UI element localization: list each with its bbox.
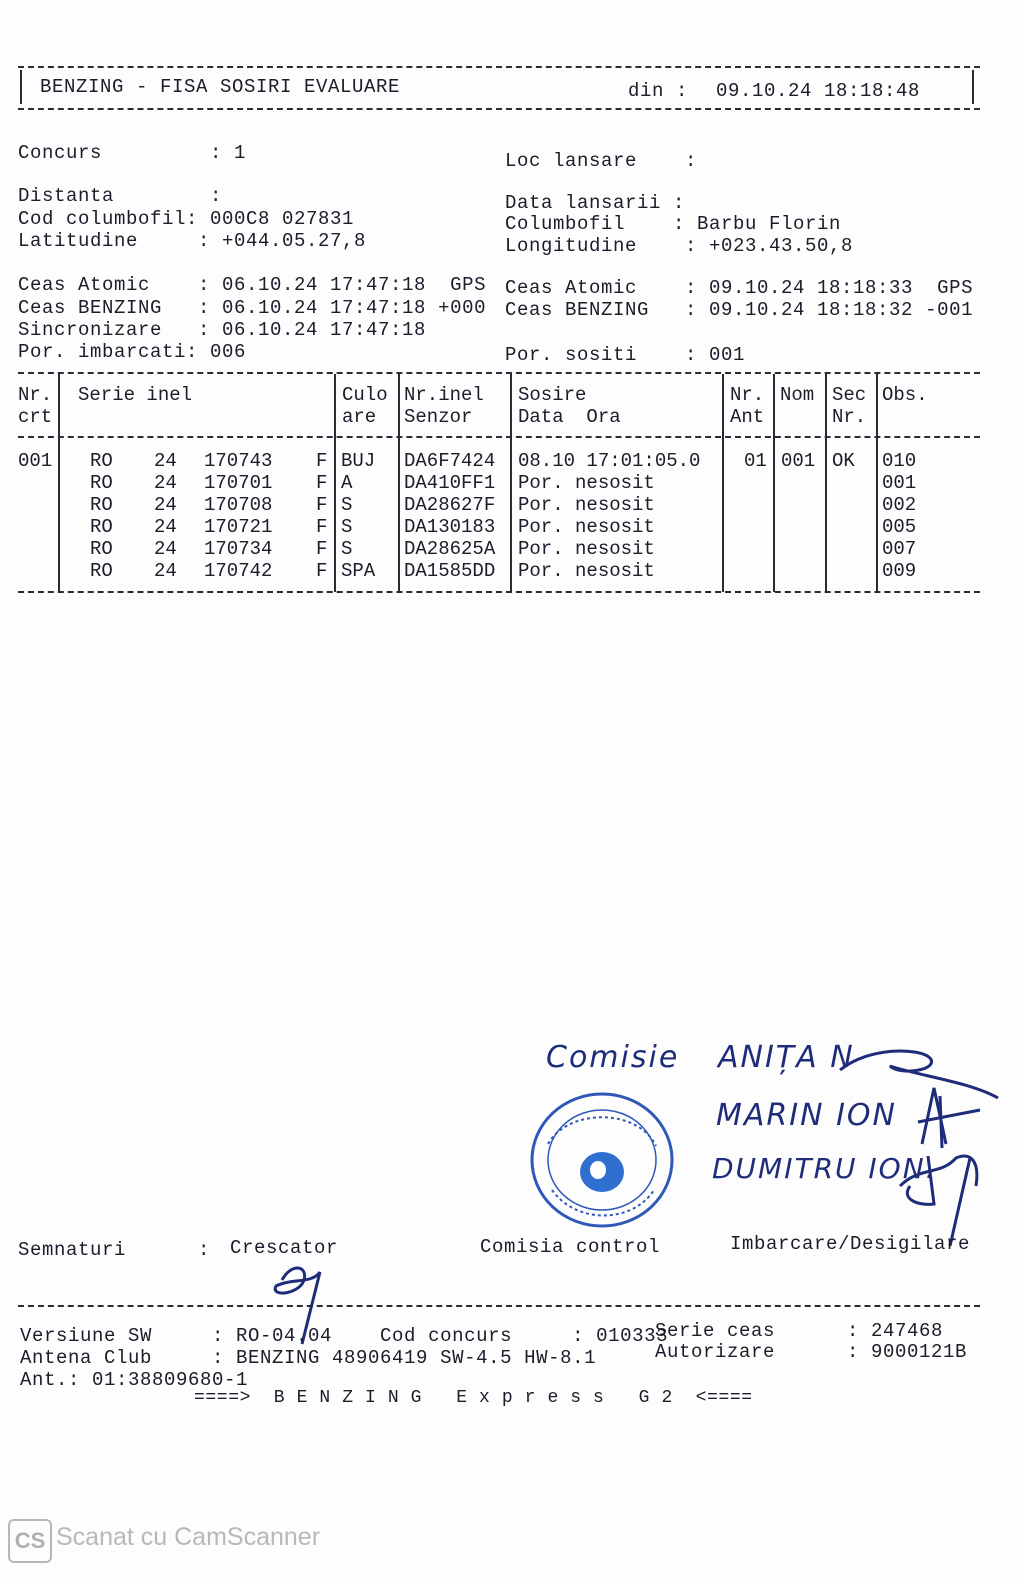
row-3-tara: RO (90, 494, 113, 516)
ceas-benzing-end: Ceas BENZING : 09.10.24 18:18:32 -001 (505, 299, 974, 321)
crescator-label: Crescator (230, 1237, 339, 1259)
report-title: BENZING - FISA SOSIRI EVALUARE (40, 76, 401, 98)
row-5-an: 24 (154, 538, 177, 560)
ceas-atomic-end: Ceas Atomic : 09.10.24 18:18:33 GPS (505, 277, 974, 299)
row-3-obs: 002 (882, 494, 917, 516)
row-1-tara: RO (90, 450, 113, 472)
header-right-bar (972, 70, 974, 104)
row-5-sex: F (316, 538, 328, 560)
row-4-sex: F (316, 516, 328, 538)
table-top-rule (18, 372, 980, 374)
hdr-serie-inel: Serie inel (78, 384, 193, 406)
col-sep-4 (510, 374, 512, 592)
row-6-sosire: Por. nesosit (518, 560, 655, 582)
row-1-sosire: 08.10 17:01:05.0 (518, 450, 701, 472)
hdr-sosire-1: Sosire (518, 384, 587, 406)
hdr-nr-ant-1: Nr. (730, 384, 765, 406)
cod-columbofil-line: Cod columbofil: 000C8 027831 (18, 208, 355, 230)
row-6-tara: RO (90, 560, 113, 582)
handwritten-name-1: ANIȚA N (718, 1040, 855, 1075)
imbarcare-label: Imbarcare/Desigilare (730, 1233, 971, 1255)
ant-line: Ant.: 01:38809680-1 (20, 1369, 249, 1391)
row-6-nr: 170742 (204, 560, 273, 582)
hdr-senzor-1: Nr.inel (404, 384, 484, 406)
antena-line: Antena Club : BENZING 48906419 SW-4.5 HW-8.1 (20, 1347, 597, 1369)
ceas-atomic-start: Ceas Atomic : 06.10.24 17:47:18 GPS (18, 274, 487, 296)
benzing-banner: ====> B E N Z I N G E x p r e s s G 2 <==== (194, 1388, 753, 1408)
row-1-nr: 170743 (204, 450, 273, 472)
row-6-culoare: SPA (341, 560, 376, 582)
row-6-sex: F (316, 560, 328, 582)
row-2-sex: F (316, 472, 328, 494)
handwritten-comisie: Comisie (546, 1040, 680, 1075)
row-5-tara: RO (90, 538, 113, 560)
row-3-senzor: DA28627F (404, 494, 496, 516)
row-3-nr: 170708 (204, 494, 273, 516)
sincronizare-line: Sincronizare : 06.10.24 17:47:18 (18, 319, 427, 341)
row-2-nr: 170701 (204, 472, 273, 494)
row-3-sosire: Por. nesosit (518, 494, 655, 516)
col-sep-7 (825, 374, 827, 592)
din-label: din : (628, 80, 689, 102)
col-sep-2 (334, 374, 336, 592)
row-2-tara: RO (90, 472, 113, 494)
latitudine-line: Latitudine : +044.05.27,8 (18, 230, 367, 252)
row-1-nom: 001 (781, 450, 816, 472)
hdr-sec-1: Sec (832, 384, 867, 406)
row-2-obs: 001 (882, 472, 917, 494)
row-4-senzor: DA130183 (404, 516, 496, 538)
nr-crt-value: 001 (18, 450, 53, 472)
col-sep-1 (58, 374, 60, 592)
row-1-senzor: DA6F7424 (404, 450, 496, 472)
hdr-culoare-2: are (342, 406, 377, 428)
header-top-rule (18, 66, 980, 68)
camscanner-text: Scanat cu CamScanner (56, 1523, 321, 1551)
row-2-senzor: DA410FF1 (404, 472, 496, 494)
row-2-sosire: Por. nesosit (518, 472, 655, 494)
autorizare-line: Autorizare : 9000121B (655, 1341, 968, 1363)
header-bottom-rule (18, 108, 980, 110)
hdr-culoare-1: Culo (342, 384, 388, 406)
row-5-senzor: DA28625A (404, 538, 496, 560)
hdr-nom: Nom (780, 384, 815, 406)
col-sep-8 (876, 374, 878, 592)
comisia-control-label: Comisia control (480, 1236, 661, 1258)
row-5-culoare: S (341, 538, 353, 560)
row-1-nr-ant: 01 (744, 450, 767, 472)
hdr-nr-crt-2: crt (18, 406, 53, 428)
row-4-tara: RO (90, 516, 113, 538)
header-left-bar (20, 70, 22, 104)
hdr-nr-crt-1: Nr. (18, 384, 53, 406)
row-2-culoare: A (341, 472, 353, 494)
concurs-line: Concurs : 1 (18, 142, 247, 164)
serie-ceas-line: Serie ceas : 247468 (655, 1320, 944, 1342)
hdr-sec-2: Nr. (832, 406, 867, 428)
table-bottom-rule (18, 591, 980, 593)
hdr-senzor-2: Senzor (404, 406, 473, 428)
col-sep-3 (398, 374, 400, 592)
col-sep-6 (773, 374, 775, 592)
handwritten-name-2: MARIN ION (716, 1098, 897, 1133)
camscanner-watermark (8, 1517, 348, 1563)
row-2-an: 24 (154, 472, 177, 494)
row-4-an: 24 (154, 516, 177, 538)
columbofil-line: Columbofil : Barbu Florin (505, 213, 842, 235)
camscanner-logo: CS (8, 1519, 52, 1563)
row-5-nr: 170734 (204, 538, 273, 560)
data-lansarii-line: Data lansarii : (505, 192, 686, 214)
row-4-culoare: S (341, 516, 353, 538)
row-4-nr: 170721 (204, 516, 273, 538)
row-4-obs: 005 (882, 516, 917, 538)
longitudine-line: Longitudine : +023.43.50,8 (505, 235, 854, 257)
row-6-obs: 009 (882, 560, 917, 582)
footer-rule (18, 1305, 980, 1307)
club-stamp (528, 1090, 676, 1230)
table-header-rule (18, 436, 980, 438)
row-3-sex: F (316, 494, 328, 516)
loc-lansare-line: Loc lansare : (505, 150, 698, 172)
hdr-obs: Obs. (882, 384, 928, 406)
versiune-line: Versiune SW : RO-04.04 Cod concurs : 010333 (20, 1325, 669, 1347)
row-1-an: 24 (154, 450, 177, 472)
row-1-sec: OK (832, 450, 855, 472)
row-1-obs: 010 (882, 450, 917, 472)
hdr-sosire-2: Data Ora (518, 406, 621, 428)
row-6-senzor: DA1585DD (404, 560, 496, 582)
row-5-sosire: Por. nesosit (518, 538, 655, 560)
row-3-culoare: S (341, 494, 353, 516)
hdr-nr-ant-2: Ant (730, 406, 765, 428)
row-5-obs: 007 (882, 538, 917, 560)
row-3-an: 24 (154, 494, 177, 516)
por-sositi-line: Por. sositi : 001 (505, 344, 746, 366)
report-datetime: 09.10.24 18:18:48 (716, 80, 921, 102)
ceas-benzing-start: Ceas BENZING : 06.10.24 17:47:18 +000 (18, 297, 487, 319)
por-imbarcati-line: Por. imbarcati: 006 (18, 341, 247, 363)
handwritten-name-3: DUMITRU ION. (712, 1152, 937, 1185)
semnaturi-label: Semnaturi : (18, 1239, 211, 1261)
row-4-sosire: Por. nesosit (518, 516, 655, 538)
row-1-culoare: BUJ (341, 450, 376, 472)
row-1-sex: F (316, 450, 328, 472)
signature-scribbles (830, 1036, 1010, 1246)
col-sep-5 (722, 374, 724, 592)
row-6-an: 24 (154, 560, 177, 582)
distanta-line: Distanta : (18, 185, 223, 207)
